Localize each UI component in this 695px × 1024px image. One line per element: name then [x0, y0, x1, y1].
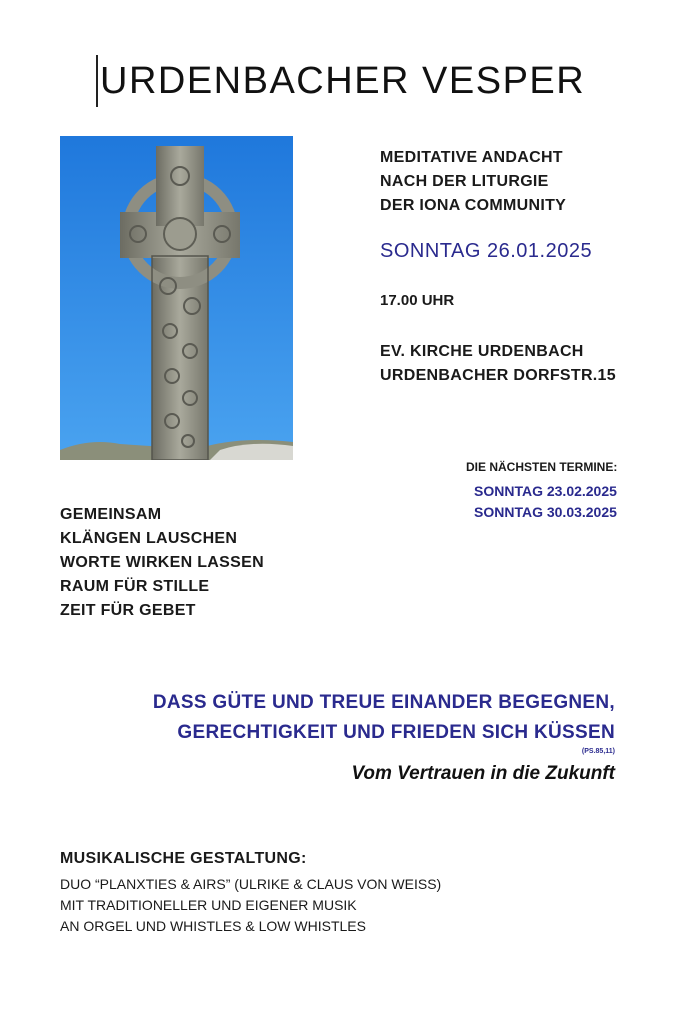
- info-line: DER IONA COMMUNITY: [380, 197, 567, 214]
- list-item: GEMEINSAM: [60, 506, 162, 523]
- quote-reference: (PS.85,11): [581, 748, 615, 755]
- quote-line: DASS GÜTE UND TREUE EINANDER BEGEGNEN,: [152, 692, 615, 713]
- next-dates: [474, 481, 617, 523]
- liturgy-info: [380, 146, 566, 218]
- music-details: [60, 874, 441, 937]
- info-line: MEDITATIVE ANDACHT: [380, 149, 563, 166]
- list-item: WORTE WIRKEN LASSEN: [60, 554, 264, 571]
- next-date: SONNTAG 23.02.2025: [474, 483, 617, 499]
- next-dates-label: DIE NÄCHSTEN TERMINE:: [466, 460, 618, 474]
- list-item: RAUM FÜR STILLE: [60, 578, 210, 595]
- music-line: AN ORGEL UND WHISTLES & LOW WHISTLES: [60, 918, 366, 934]
- event-time: 17.00 UHR: [380, 292, 455, 309]
- celtic-cross-icon: [60, 136, 293, 460]
- music-line: MIT TRADITIONELLER UND EIGENER MUSIK: [60, 897, 357, 913]
- next-date: SONNTAG 30.03.2025: [474, 504, 617, 520]
- page-title: URDENBACHER VESPER: [100, 60, 586, 102]
- music-heading: MUSIKALISCHE GESTALTUNG:: [60, 850, 307, 867]
- event-date: SONNTAG 26.01.2025: [380, 240, 593, 262]
- location-line: URDENBACHER DORFSTR.15: [380, 367, 616, 384]
- info-line: NACH DER LITURGIE: [380, 173, 549, 190]
- music-line: DUO “PLANXTIES & AIRS” (ULRIKE & CLAUS VON WEISS): [60, 876, 442, 892]
- list-item: ZEIT FÜR GEBET: [60, 602, 196, 619]
- quote-line: GERECHTIGKEIT UND FRIEDEN SICH KÜSSEN: [177, 722, 615, 743]
- title-cursor-bar: [96, 55, 98, 107]
- list-item: KLÄNGEN LAUSCHEN: [60, 530, 238, 547]
- activity-list: [60, 503, 264, 623]
- quote-subtitle: Vom Vertrauen in die Zukunft: [351, 763, 615, 784]
- location-line: EV. KIRCHE URDENBACH: [380, 343, 584, 360]
- cross-photo: [60, 136, 293, 460]
- event-location: [380, 340, 616, 388]
- psalm-quote: [153, 688, 615, 748]
